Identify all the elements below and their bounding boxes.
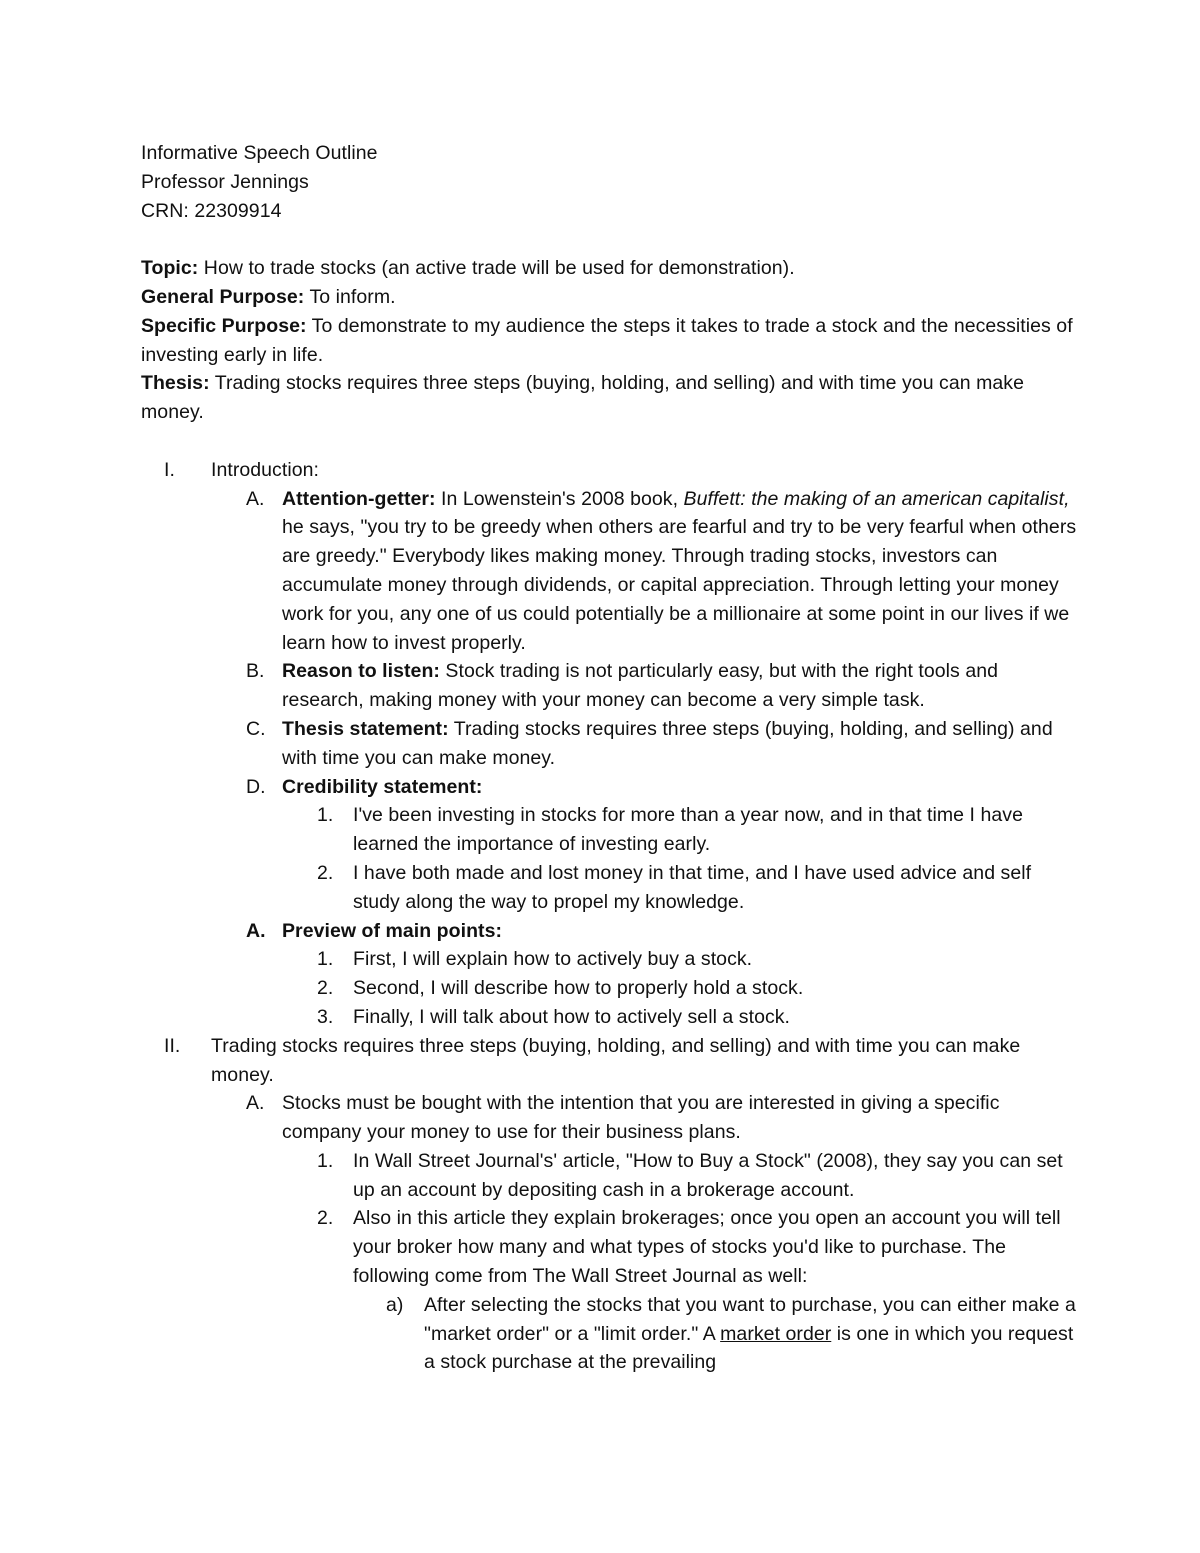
outline-subitem [141, 1003, 1081, 1032]
outline-item-text: Stocks must be bought with the intention that you are interested in giving a specific company your money to use for their business plans. [282, 1092, 1000, 1144]
market-order-term: market order [720, 1322, 832, 1345]
specific-purpose-label: Specific Purpose: [141, 314, 307, 337]
book-title: Buffett: the making of an american capitalist, [683, 487, 1070, 510]
outline-subitem [141, 1147, 1081, 1205]
outline-subitem-text: I have both made and lost money in that time, and I have used advice and self study along the way to propel my knowledge. [353, 861, 1032, 913]
specific-purpose-line [141, 312, 1081, 370]
outline-marker: A. [246, 487, 265, 510]
outline-item-thesis-statement [141, 715, 1081, 773]
general-purpose-label: General Purpose: [141, 285, 305, 308]
outline-subitem-text: I've been investing in stocks for more than a year now, and in that time I have learned the importance of investing early. [353, 804, 1023, 856]
outline-subitem-text: Also in this article they explain brokerages; once you open an account you will tell your broker how many and what types of stocks you'd like to purchase. The following come from The Wall Street Journal as well: [353, 1207, 1061, 1288]
outline-marker: 1. [317, 948, 334, 971]
general-purpose-text: To inform. [304, 285, 396, 308]
outline-marker: 2. [317, 1207, 334, 1230]
thesis-statement-text: Trading stocks requires three steps (buying, holding, and selling) and with time you can make money. [282, 717, 1053, 769]
outline-item-preview [141, 917, 1081, 946]
reason-to-listen-text: Stock trading is not particularly easy, but with the right tools and research, making money with your money can become a very simple task. [282, 660, 999, 712]
specific-purpose-text: To demonstrate to my audience the steps it takes to trade a stock and the necessities of investing early in life. [141, 314, 1073, 366]
outline-subitem [141, 801, 1081, 859]
topic-line [141, 254, 1081, 283]
course-crn: CRN: 22309914 [141, 199, 282, 222]
section-heading: Trading stocks requires three steps (buying, holding, and selling) and with time you can make money. [211, 1034, 1021, 1086]
thesis-label: Thesis: [141, 372, 210, 395]
outline-marker: II. [164, 1034, 181, 1057]
outline-subitem-text: First, I will explain how to actively buy a stock. [353, 948, 753, 971]
spacer [141, 427, 1081, 456]
outline-item-credibility [141, 773, 1081, 802]
document-body [141, 139, 1081, 1377]
outline-marker: 3. [317, 1005, 334, 1028]
document-title: Informative Speech Outline [141, 142, 378, 164]
outline-subitem-text: Finally, I will talk about how to actively sell a stock. [353, 1005, 791, 1028]
outline-item [141, 1089, 1081, 1147]
topic-label: Topic: [141, 257, 199, 280]
outline-marker: I. [164, 458, 175, 481]
outline-marker: A. [246, 1092, 265, 1115]
reason-to-listen-label: Reason to listen: [282, 660, 440, 683]
outline-subitem [141, 945, 1081, 974]
outline-subitem-text: In Wall Street Journal's' article, "How to Buy a Stock" (2008), they say you can set up an account by depositing cash in a brokerage account. [353, 1149, 1063, 1201]
general-purpose-line [141, 283, 1081, 312]
outline-section-body [141, 1032, 1081, 1090]
outline-subsubitem [141, 1291, 1081, 1377]
outline-item-attention-getter [141, 485, 1081, 658]
thesis-line [141, 369, 1081, 427]
outline-subitem [141, 974, 1081, 1003]
outline-subitem-text: Second, I will describe how to properly hold a stock. [353, 977, 804, 1000]
outline-marker: C. [246, 717, 266, 740]
outline-subitem [141, 859, 1081, 917]
topic-text: How to trade stocks (an active trade will be used for demonstration). [198, 257, 795, 280]
outline-marker: B. [246, 660, 265, 683]
outline-marker: D. [246, 775, 266, 798]
outline-marker: 1. [317, 1149, 334, 1172]
credibility-label: Credibility statement: [282, 775, 483, 798]
section-heading: Introduction: [211, 458, 319, 481]
outline-marker: 1. [317, 804, 334, 827]
outline-subsubitem-text-end: is one in which you request a stock purchase at the prevailing [424, 1322, 1074, 1374]
outline-marker: A. [246, 919, 266, 942]
attention-getter-label: Attention-getter: [282, 487, 436, 510]
outline-item-reason-to-listen [141, 657, 1081, 715]
spacer [141, 225, 1081, 254]
outline-marker: 2. [317, 977, 334, 1000]
thesis-statement-label: Thesis statement: [282, 717, 449, 740]
attention-getter-quote: he says, "you try to be greedy when others are fearful and try to be very fearful when others are greedy." Everybody likes making money. Through trading stocks, investors can accumulate money through dividends, or capital appreciation. Through letting your money work for you, any one of us could potentially be a millionaire at some point in our lives if we learn how to invest properly. [282, 516, 1077, 654]
preview-label: Preview of main points: [282, 919, 503, 942]
outline-section-introduction [141, 456, 1081, 485]
outline-marker: a) [386, 1293, 404, 1316]
thesis-text: Trading stocks requires three steps (buying, holding, and selling) and with time you can make money. [141, 372, 1025, 424]
professor-name: Professor Jennings [141, 170, 309, 193]
attention-getter-text: In Lowenstein's 2008 book, [435, 487, 684, 510]
outline-subsubitem-text: After selecting the stocks that you want to purchase, you can either make a "market order" or a "limit order." A [424, 1293, 1076, 1345]
outline-marker: 2. [317, 861, 334, 884]
outline-subitem [141, 1204, 1081, 1290]
